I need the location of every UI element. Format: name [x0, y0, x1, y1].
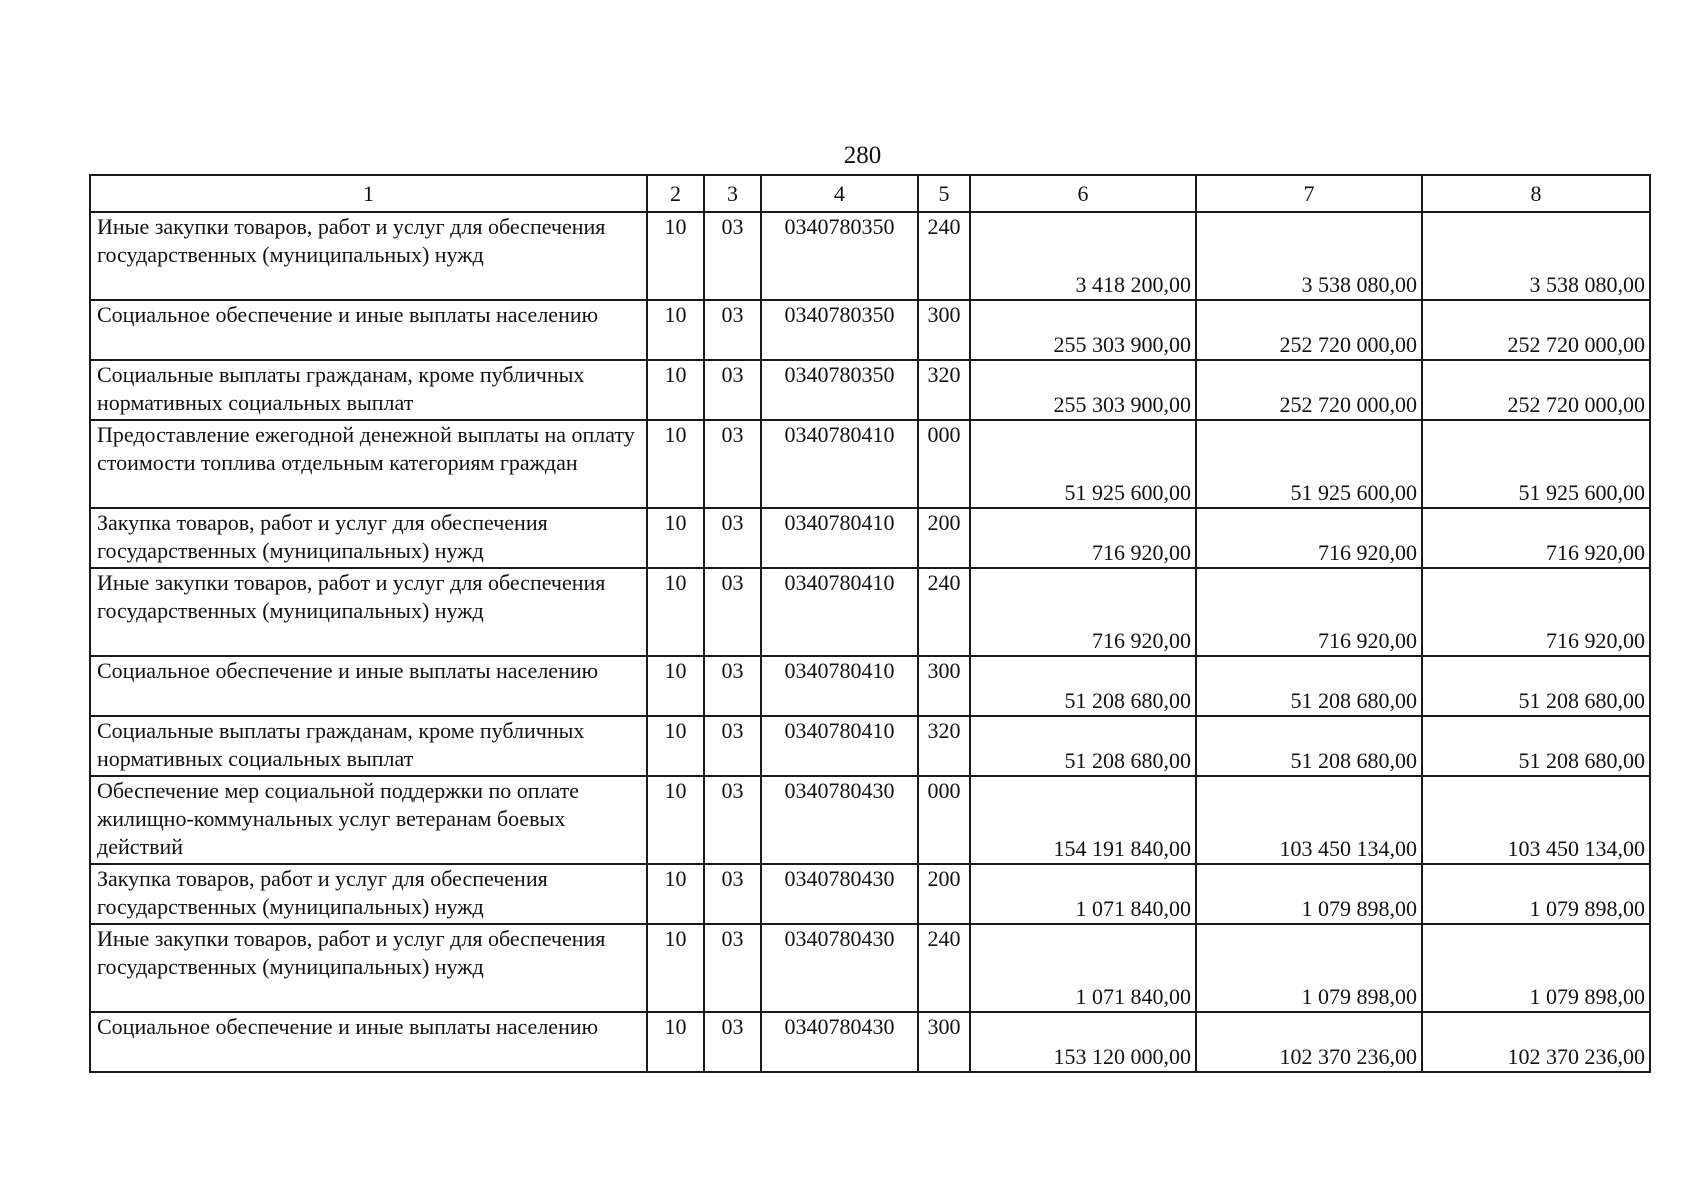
row-target-article: 0340780430 [761, 924, 918, 1012]
row-section: 10 [647, 568, 704, 656]
table-row [90, 360, 1650, 420]
row-subsection: 03 [704, 300, 761, 360]
row-target-article: 0340780410 [761, 716, 918, 776]
row-subsection: 03 [704, 864, 761, 924]
row-subsection: 03 [704, 420, 761, 508]
row-amount-8: 3 538 080,00 [1422, 212, 1650, 300]
row-name: Предоставление ежегодной денежной выплаты на оплату стоимости топлива отдельным категориям граждан [90, 420, 647, 508]
row-target-article: 0340780350 [761, 212, 918, 300]
row-subsection: 03 [704, 924, 761, 1012]
row-amount-7: 252 720 000,00 [1196, 300, 1422, 360]
row-name: Иные закупки товаров, работ и услуг для обеспечения государственных (муниципальных) нужд [90, 212, 647, 300]
row-amount-7: 716 920,00 [1196, 568, 1422, 656]
row-subsection: 03 [704, 212, 761, 300]
row-section: 10 [647, 300, 704, 360]
row-subsection: 03 [704, 776, 761, 864]
row-expense-type: 300 [918, 300, 970, 360]
row-target-article: 0340780410 [761, 568, 918, 656]
row-amount-8: 103 450 134,00 [1422, 776, 1650, 864]
row-amount-8: 716 920,00 [1422, 508, 1650, 568]
table-row [90, 864, 1650, 924]
table-row [90, 568, 1650, 656]
row-section: 10 [647, 212, 704, 300]
row-amount-7: 102 370 236,00 [1196, 1012, 1422, 1072]
row-amount-6: 3 418 200,00 [970, 212, 1196, 300]
column-header: 4 [761, 175, 918, 212]
row-amount-7: 103 450 134,00 [1196, 776, 1422, 864]
row-target-article: 0340780410 [761, 420, 918, 508]
row-expense-type: 000 [918, 776, 970, 864]
table-row [90, 924, 1650, 1012]
row-expense-type: 300 [918, 1012, 970, 1072]
row-amount-7: 1 079 898,00 [1196, 924, 1422, 1012]
table-row [90, 716, 1650, 776]
table-row [90, 656, 1650, 716]
row-amount-6: 716 920,00 [970, 568, 1196, 656]
row-subsection: 03 [704, 508, 761, 568]
row-expense-type: 200 [918, 864, 970, 924]
row-name: Социальное обеспечение и иные выплаты населению [90, 1012, 647, 1072]
row-amount-6: 153 120 000,00 [970, 1012, 1196, 1072]
row-target-article: 0340780410 [761, 508, 918, 568]
row-amount-6: 51 208 680,00 [970, 716, 1196, 776]
row-section: 10 [647, 864, 704, 924]
row-amount-7: 252 720 000,00 [1196, 360, 1422, 420]
row-section: 10 [647, 656, 704, 716]
row-name: Закупка товаров, работ и услуг для обеспечения государственных (муниципальных) нужд [90, 508, 647, 568]
column-header: 7 [1196, 175, 1422, 212]
row-name: Социальное обеспечение и иные выплаты населению [90, 656, 647, 716]
row-amount-6: 255 303 900,00 [970, 360, 1196, 420]
row-target-article: 0340780430 [761, 1012, 918, 1072]
row-amount-8: 252 720 000,00 [1422, 360, 1650, 420]
row-target-article: 0340780430 [761, 864, 918, 924]
budget-table [89, 174, 1651, 1073]
table-header-row [90, 175, 1650, 212]
row-subsection: 03 [704, 360, 761, 420]
table-row [90, 212, 1650, 300]
row-amount-8: 51 208 680,00 [1422, 716, 1650, 776]
table-row [90, 420, 1650, 508]
column-header: 3 [704, 175, 761, 212]
row-amount-8: 1 079 898,00 [1422, 924, 1650, 1012]
row-section: 10 [647, 716, 704, 776]
row-section: 10 [647, 420, 704, 508]
row-amount-8: 252 720 000,00 [1422, 300, 1650, 360]
column-header: 1 [90, 175, 647, 212]
row-amount-8: 51 208 680,00 [1422, 656, 1650, 716]
column-header: 8 [1422, 175, 1650, 212]
table-row [90, 1012, 1650, 1072]
row-name: Социальное обеспечение и иные выплаты населению [90, 300, 647, 360]
row-expense-type: 240 [918, 924, 970, 1012]
row-name: Иные закупки товаров, работ и услуг для обеспечения государственных (муниципальных) нужд [90, 924, 647, 1012]
table-row [90, 776, 1650, 864]
row-amount-6: 1 071 840,00 [970, 924, 1196, 1012]
row-amount-7: 51 208 680,00 [1196, 656, 1422, 716]
row-amount-7: 51 208 680,00 [1196, 716, 1422, 776]
row-section: 10 [647, 360, 704, 420]
row-subsection: 03 [704, 568, 761, 656]
row-amount-8: 716 920,00 [1422, 568, 1650, 656]
row-target-article: 0340780350 [761, 300, 918, 360]
row-amount-8: 51 925 600,00 [1422, 420, 1650, 508]
row-amount-7: 1 079 898,00 [1196, 864, 1422, 924]
row-amount-6: 51 208 680,00 [970, 656, 1196, 716]
page-number: 280 [843, 142, 882, 169]
row-section: 10 [647, 1012, 704, 1072]
row-subsection: 03 [704, 716, 761, 776]
row-expense-type: 200 [918, 508, 970, 568]
row-expense-type: 320 [918, 360, 970, 420]
column-header: 5 [918, 175, 970, 212]
row-amount-6: 1 071 840,00 [970, 864, 1196, 924]
table-row [90, 508, 1650, 568]
row-name: Обеспечение мер социальной поддержки по оплате жилищно-коммунальных услуг ветеранам боевых действий [90, 776, 647, 864]
row-amount-6: 716 920,00 [970, 508, 1196, 568]
row-amount-6: 51 925 600,00 [970, 420, 1196, 508]
row-section: 10 [647, 924, 704, 1012]
row-amount-6: 255 303 900,00 [970, 300, 1196, 360]
row-target-article: 0340780350 [761, 360, 918, 420]
row-amount-7: 51 925 600,00 [1196, 420, 1422, 508]
row-amount-6: 154 191 840,00 [970, 776, 1196, 864]
row-expense-type: 300 [918, 656, 970, 716]
row-expense-type: 000 [918, 420, 970, 508]
column-header: 6 [970, 175, 1196, 212]
row-target-article: 0340780430 [761, 776, 918, 864]
row-subsection: 03 [704, 656, 761, 716]
row-target-article: 0340780410 [761, 656, 918, 716]
row-expense-type: 240 [918, 568, 970, 656]
row-name: Иные закупки товаров, работ и услуг для обеспечения государственных (муниципальных) нужд [90, 568, 647, 656]
row-expense-type: 320 [918, 716, 970, 776]
row-subsection: 03 [704, 1012, 761, 1072]
row-name: Социальные выплаты гражданам, кроме публичных нормативных социальных выплат [90, 716, 647, 776]
row-amount-8: 1 079 898,00 [1422, 864, 1650, 924]
row-amount-7: 716 920,00 [1196, 508, 1422, 568]
row-section: 10 [647, 776, 704, 864]
row-section: 10 [647, 508, 704, 568]
row-amount-7: 3 538 080,00 [1196, 212, 1422, 300]
row-name: Закупка товаров, работ и услуг для обеспечения государственных (муниципальных) нужд [90, 864, 647, 924]
row-amount-8: 102 370 236,00 [1422, 1012, 1650, 1072]
row-name: Социальные выплаты гражданам, кроме публичных нормативных социальных выплат [90, 360, 647, 420]
row-expense-type: 240 [918, 212, 970, 300]
table-row [90, 300, 1650, 360]
column-header: 2 [647, 175, 704, 212]
